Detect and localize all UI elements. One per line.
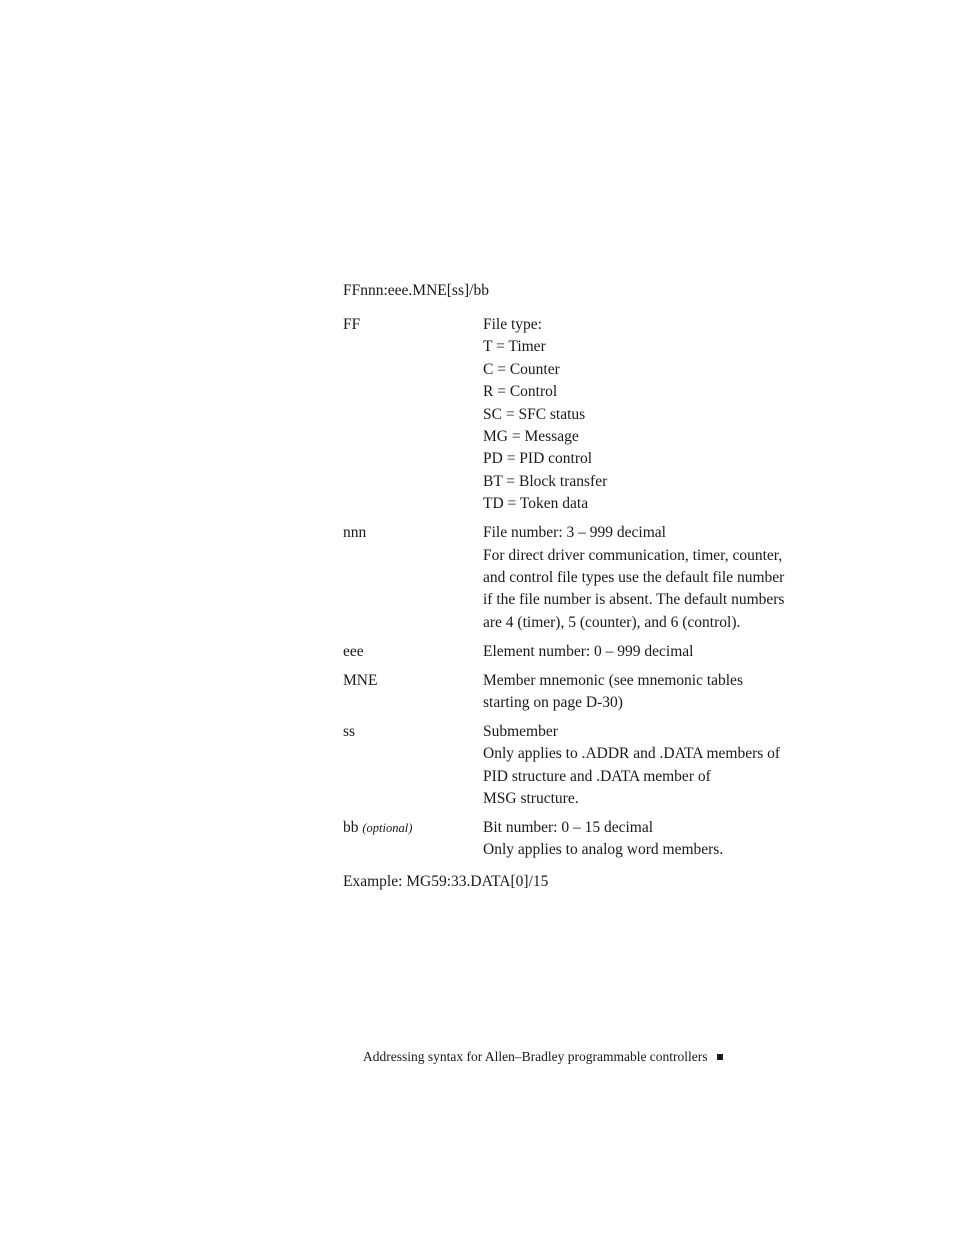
definition-description [483, 817, 823, 862]
definition-row-ss [343, 721, 823, 811]
term-label: eee [343, 642, 364, 660]
definition-description [483, 670, 823, 715]
description-line: Only applies to analog word members. [483, 841, 724, 859]
description-line: starting on page D-30) [483, 694, 623, 711]
description-line: PID structure and .DATA member of [483, 767, 711, 785]
term-label: ss [343, 722, 356, 740]
definition-term [343, 670, 483, 715]
description-line: Submember [483, 722, 558, 740]
page-footer [363, 1048, 723, 1066]
definition-row-eee [343, 641, 823, 663]
description-line: PD = PID control [483, 450, 593, 468]
description-line: if the file number is absent. The default numbers [483, 591, 785, 609]
description-line: MSG structure. [483, 790, 579, 808]
description-line: Bit number: 0 – 15 decimal [483, 819, 654, 837]
definition-description [483, 721, 823, 811]
definition-description [483, 641, 823, 663]
term-label: bb [343, 819, 359, 837]
description-line: For direct driver communication, timer, counter, [483, 546, 783, 564]
optional-note: (optional) [362, 821, 413, 836]
definition-row-bb [343, 817, 823, 862]
description-line: TD = Token data [483, 495, 589, 513]
definition-term [343, 721, 483, 811]
description-line: MG = Message [483, 428, 579, 446]
footer-text: Addressing syntax for Allen–Bradley programmable controllers [363, 1049, 708, 1064]
description-line: are 4 (timer), 5 (counter), and 6 (control). [483, 613, 741, 631]
description-line: Element number: 0 – 999 decimal [483, 642, 694, 660]
description-line: and control file types use the default file number [483, 568, 785, 586]
definition-list [343, 314, 823, 868]
description-line: File type: [483, 316, 542, 333]
description-line: File number: 3 – 999 decimal [483, 524, 666, 542]
definition-term [343, 522, 483, 634]
description-line: R = Control [483, 383, 558, 401]
description-line: Only applies to .ADDR and .DATA members of [483, 745, 781, 763]
address-syntax: FFnnn:eee.MNE[ss]/bb [343, 282, 489, 299]
term-label: FF [343, 316, 361, 333]
term-label: MNE [343, 671, 378, 689]
definition-term [343, 817, 483, 862]
description-line: Member mnemonic (see mnemonic tables [483, 671, 743, 689]
definition-row-mne [343, 670, 823, 715]
description-line: SC = SFC status [483, 405, 586, 423]
definition-description [483, 522, 823, 634]
term-label: nnn [343, 524, 367, 542]
definition-row-nnn [343, 522, 823, 634]
example-text: Example: MG59:33.DATA[0]/15 [343, 873, 549, 890]
definition-term [343, 314, 483, 516]
description-line: T = Timer [483, 338, 546, 356]
square-bullet-icon [717, 1054, 723, 1060]
definition-description [483, 314, 823, 516]
description-line: BT = Block transfer [483, 472, 608, 490]
definition-row-ff [343, 314, 823, 516]
description-line: C = Counter [483, 360, 560, 378]
definition-term [343, 641, 483, 663]
